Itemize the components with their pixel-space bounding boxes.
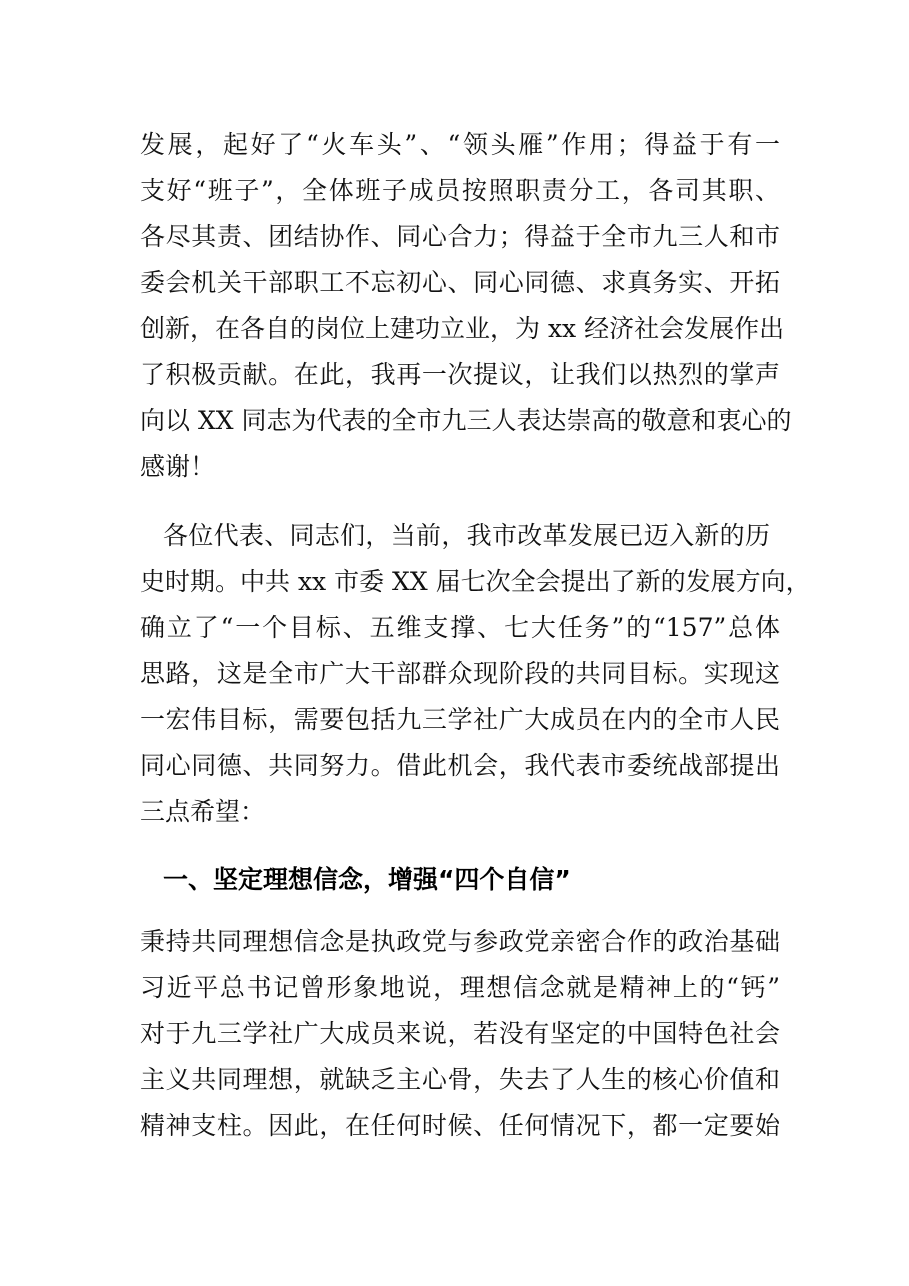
paragraph-3-line-4: 主义共同理想，就缺乏主心骨，失去了人生的核心价值和 — [140, 1065, 780, 1094]
paragraph-3-line-1: 秉持共同理想信念是执政党与参政党亲密合作的政治基础 — [140, 927, 780, 956]
paragraph-2-line-2: 史时期。中共 xx 市委 XX 届七次全会提出了新的发展方向， — [140, 567, 811, 596]
paragraph-1-line-1: 发展，起好了“火车头”、“领头雁”作用；得益于有一 — [140, 130, 780, 159]
paragraph-1-line-6: 了积极贡献。在此，我再一次提议，让我们以热烈的掌声 — [140, 360, 780, 389]
paragraph-2-line-3: 确立了“一个目标、五维支撑、七大任务”的“157”总体 — [140, 613, 780, 642]
paragraph-3-line-3: 对于九三学社广大成员来说，若没有坚定的中国特色社会 — [140, 1019, 780, 1048]
paragraph-2-line-7: 三点希望： — [140, 797, 266, 826]
paragraph-2-line-6: 同心同德、共同努力。借此机会，我代表市委统战部提出 — [140, 751, 780, 780]
paragraph-2-line-5: 一宏伟目标，需要包括九三学社广大成员在内的全市人民 — [140, 705, 780, 734]
paragraph-1-line-4: 委会机关干部职工不忘初心、同心同德、求真务实、开拓 — [140, 268, 780, 297]
paragraph-1-line-8: 感谢！ — [140, 452, 216, 481]
paragraph-2-line-1: 各位代表、同志们，当前，我市改革发展已迈入新的历 — [163, 521, 770, 550]
paragraph-2-line-4: 思路，这是全市广大干部群众现阶段的共同目标。实现这 — [140, 659, 780, 688]
section-heading-1: 一、坚定理想信念，增强“四个自信” — [163, 865, 571, 894]
paragraph-1-line-5: 创新，在各自的岗位上建功立业，为 xx 经济社会发展作出 — [140, 314, 785, 343]
paragraph-1-line-7: 向以 XX 同志为代表的全市九三人表达崇高的敬意和衷心的 — [140, 406, 792, 435]
paragraph-3-line-5: 精神支柱。因此，在任何时候、任何情况下，都一定要始 — [140, 1111, 780, 1140]
paragraph-1-line-3: 各尽其责、团结协作、同心合力；得益于全市九三人和市 — [140, 222, 780, 251]
paragraph-1-line-2: 支好“班子”，全体班子成员按照职责分工，各司其职、 — [140, 176, 780, 205]
paragraph-3-line-2: 习近平总书记曾形象地说，理想信念就是精神上的“钙” — [140, 973, 780, 1002]
